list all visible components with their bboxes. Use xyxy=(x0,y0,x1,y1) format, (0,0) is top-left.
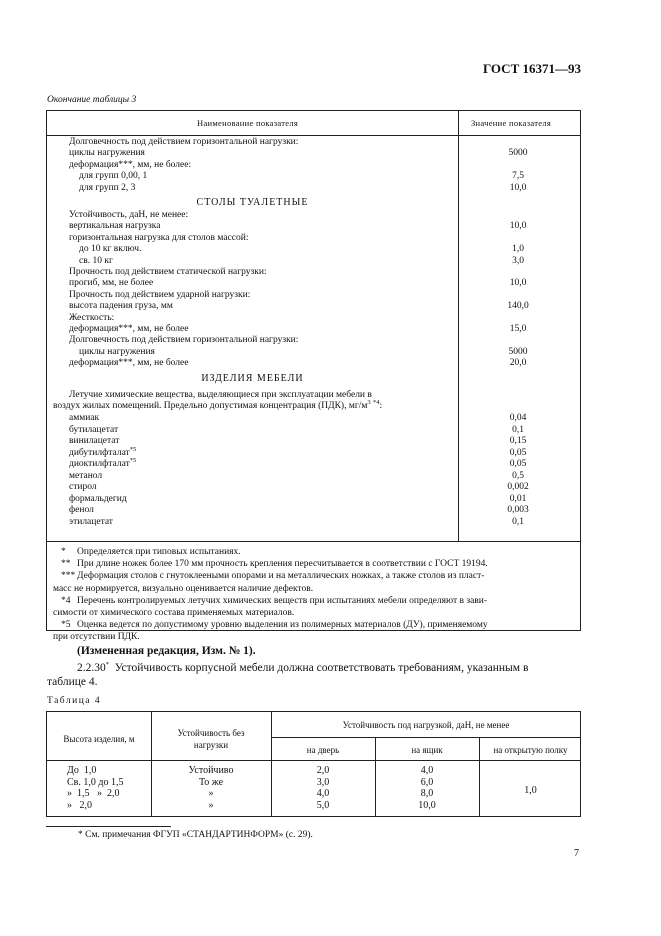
table-4-cell-height: До 1,0 xyxy=(67,765,97,776)
document-code: ГОСТ 16371—93 xyxy=(482,61,581,76)
substance-name: диоктилфталат$^{*5}$ xyxy=(69,456,137,470)
substance-value: 0,04 xyxy=(509,413,527,424)
table-4-cell-height: Св. 1,0 до 1,5 xyxy=(67,776,124,788)
substance-name: аммиак xyxy=(69,413,100,424)
section-heading: СТОЛЫ ТУАЛЕТНЫЕ xyxy=(196,197,309,208)
table-note: ** При длине ножек более 170 мм прочность крепления пересчитывается в соответствии с ГОСТ 19194. xyxy=(61,559,488,570)
paragraph-continuation: таблице 4. xyxy=(47,676,98,688)
table-4-cell-door: 3,0 xyxy=(316,776,330,788)
table-note: *** Деформация столов с гнутоклееными опорами и на металлических ножках, а также столов из пласт- xyxy=(61,571,485,582)
table-note: *4 Перечень контролируемых летучих химических веществ при испытаниях мебели определяют в зави- xyxy=(61,595,488,606)
table-4-cell-noload: » xyxy=(208,799,214,811)
header-no-load-2: нагрузки xyxy=(193,740,229,750)
table-4-cell-height: » 1,5 » 2,0 xyxy=(67,788,120,799)
table-row-label: Долговечность под действием горизонтальной нагрузки: xyxy=(69,137,299,147)
table-row-value: 10,0 xyxy=(509,182,527,193)
header-under-load: Устойчивость под нагрузкой, даН, не менее xyxy=(342,720,510,730)
table-row-label: прогиб, мм, не более xyxy=(69,278,154,289)
table-row-label: высота падения груза, мм xyxy=(69,301,173,312)
table-row-value: 10,0 xyxy=(509,278,527,289)
table-row-label: циклы нагружения xyxy=(79,346,155,357)
substance-name: этилацетат xyxy=(69,516,113,527)
table-caption: Окончание таблицы 3 xyxy=(47,95,137,105)
footnote: * См. примечания ФГУП «СТАНДАРТИНФОРМ» (с. 29). xyxy=(78,830,313,840)
table-row-label: деформация***, мм, не более: xyxy=(69,159,192,170)
table-note-continuation: масс не нормируется, визуально оценивается наличие дефектов. xyxy=(53,583,314,594)
table-4-cell-door: 2,0 xyxy=(316,765,330,776)
table-row-label: деформация***, мм, не более xyxy=(69,358,189,369)
table-4-cell-door: 5,0 xyxy=(316,799,330,811)
substance-value: 0,002 xyxy=(507,482,529,493)
substance-value: 0,05 xyxy=(509,459,527,470)
table-row-label: Долговечность под действием горизонтальной нагрузки: xyxy=(69,335,299,346)
table-row-value: 5000 xyxy=(508,346,528,357)
column-header-value: Значение показателя xyxy=(471,118,552,128)
substance-value: 0,5 xyxy=(512,470,524,481)
substance-name: бутилацетат xyxy=(69,424,119,435)
table-4-cell-noload: Устойчиво xyxy=(188,765,234,776)
substance-name: формальдегид xyxy=(69,493,127,504)
shelf-value: 1,0 xyxy=(524,785,537,796)
volatile-intro-2: воздух жилых помещений. Предельно допустимая концентрация (ПДК), $мг/м^3$ $^{*4}$: xyxy=(53,398,383,412)
table-row-value: 5000 xyxy=(508,148,528,159)
table-row-value: 20,0 xyxy=(509,358,527,369)
substance-value: 0,003 xyxy=(507,505,529,516)
paragraph-2-2-30: 2.2.30* Устойчивость корпусной мебели должна соответствовать требованиям, указанным в xyxy=(77,661,529,674)
table-4-cell-drawer: 8,0 xyxy=(420,788,434,799)
table-4-cell-noload: То же xyxy=(198,776,224,788)
table-4-cell-height: » 2,0 xyxy=(67,799,92,811)
table-4 xyxy=(46,711,581,817)
substance-value: 0,01 xyxy=(509,493,527,504)
substance-name: стирол xyxy=(69,482,97,493)
column-header-name: Наименование показателя xyxy=(197,118,299,128)
table-4-cell-noload: » xyxy=(208,788,214,799)
table-row-value: 1,0 xyxy=(512,244,524,255)
header-no-load-1: Устойчивость без xyxy=(177,728,245,738)
section-heading: ИЗДЕЛИЯ МЕБЕЛИ xyxy=(201,372,304,384)
header-drawer: на ящик xyxy=(411,745,443,755)
substance-value: 0,1 xyxy=(512,424,524,435)
table-note: *5 Оценка ведется по допустимому уровню выделения из полимерных материалов (ДУ), применяемому xyxy=(61,620,488,631)
substance-name: дибутилфталат$^{*5}$ xyxy=(69,445,137,458)
table-4-cell-drawer: 6,0 xyxy=(420,776,434,788)
substance-value: 0,05 xyxy=(509,447,527,458)
table-row-label: до 10 кг включ. xyxy=(79,244,142,255)
substance-value: 0,1 xyxy=(512,516,524,527)
header-shelf: на открытую полку xyxy=(493,745,568,755)
table-row-value: 10,0 xyxy=(509,221,527,232)
table-row-value: 15,0 xyxy=(509,324,527,334)
table-4-cell-drawer: 10,0 xyxy=(418,799,436,811)
table-note-continuation: симости от химического состава применяемых материалов. xyxy=(53,608,295,618)
table-4-caption: Таблица 4 xyxy=(47,696,102,706)
table-row-value: 7,5 xyxy=(512,171,524,182)
table-note-continuation: при отсутствии ПДК. xyxy=(53,632,140,643)
substance-name: винилацетат xyxy=(69,436,120,447)
table-row-label: Жесткость: xyxy=(69,312,115,323)
table-row-label: Устойчивость, даН, не менее: xyxy=(69,210,189,220)
table-3 xyxy=(46,110,581,643)
table-row-label: циклы нагружения xyxy=(69,148,145,159)
table-row-label: вертикальная нагрузка xyxy=(69,221,161,232)
table-row-label: для групп 2, 3 xyxy=(79,182,136,193)
volatile-intro: Летучие химические вещества, выделяющиеся при эксплуатации мебели в xyxy=(69,389,372,400)
table-row-label: св. 10 кг xyxy=(79,255,113,266)
table-row-value: 3,0 xyxy=(512,255,524,266)
table-row-label: Прочность под действием ударной нагрузки: xyxy=(69,289,251,300)
page-number: 7 xyxy=(574,848,579,859)
table-row-value: 140,0 xyxy=(507,301,529,312)
table-row-label: горизонтальная нагрузка для столов массой: xyxy=(69,232,249,243)
substance-value: 0,15 xyxy=(509,436,527,447)
substance-name: метанол xyxy=(69,470,103,481)
substance-name: фенол xyxy=(69,505,94,516)
table-row-label: Прочность под действием статической нагрузки: xyxy=(69,267,267,277)
table-4-cell-drawer: 4,0 xyxy=(420,765,434,776)
edition-note: (Измененная редакция, Изм. № 1). xyxy=(77,645,256,657)
table-note: * Определяется при типовых испытаниях. xyxy=(61,547,241,557)
table-4-cell-door: 4,0 xyxy=(316,788,330,799)
table-row-label: для групп 0,00, 1 xyxy=(79,171,148,182)
header-height: Высота изделия, м xyxy=(63,734,135,744)
table-row-label: деформация***, мм, не более xyxy=(69,324,189,334)
header-door: на дверь xyxy=(306,745,340,755)
